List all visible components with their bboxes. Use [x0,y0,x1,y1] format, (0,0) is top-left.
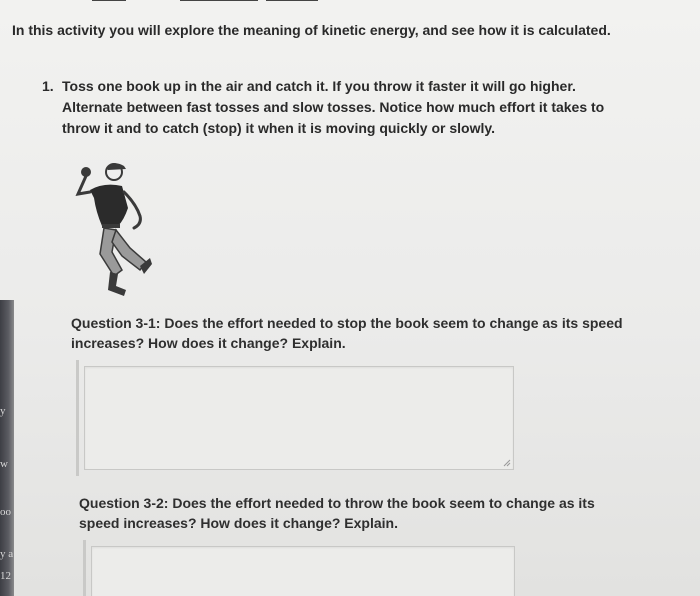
step-number: 1. [42,78,54,94]
cut-off-heading [70,0,390,2]
question-3-2: Question 3-2: Does the effort needed to throw the book seem to change as its speed increases? How does it change? Explain. [79,495,595,531]
question-3-1: Question 3-1: Does the effort needed to stop the book seem to change as its speed increases? How does it change? Explain. [71,315,623,351]
resize-handle-icon[interactable] [503,459,511,467]
edge-fragment: w [0,458,8,470]
edge-fragment: y a [0,548,14,560]
background-window-edge [0,300,14,596]
answer-box-divider [83,540,86,596]
answer-input-3-1[interactable] [84,366,514,470]
edge-fragment: y [0,405,6,417]
cut-off-heading-glyphs [70,0,390,2]
intro-text: In this activity you will explore the meaning of kinetic energy, and see how it is calculated. [12,22,611,38]
step-text: Toss one book up in the air and catch it. If you throw it faster it will go higher. Alternate between fast tosses and slow tosses. Notice how much effort it takes to throw it and to catch (stop) it when it is moving quickly or slowly. [62,78,605,136]
person-tossing-book-icon [64,158,160,308]
edge-fragment: 12 [0,570,11,582]
instruction-step-1 [42,76,632,139]
edge-fragment: oo [0,506,11,518]
answer-box-divider [76,360,79,476]
answer-input-3-2[interactable] [91,546,515,596]
